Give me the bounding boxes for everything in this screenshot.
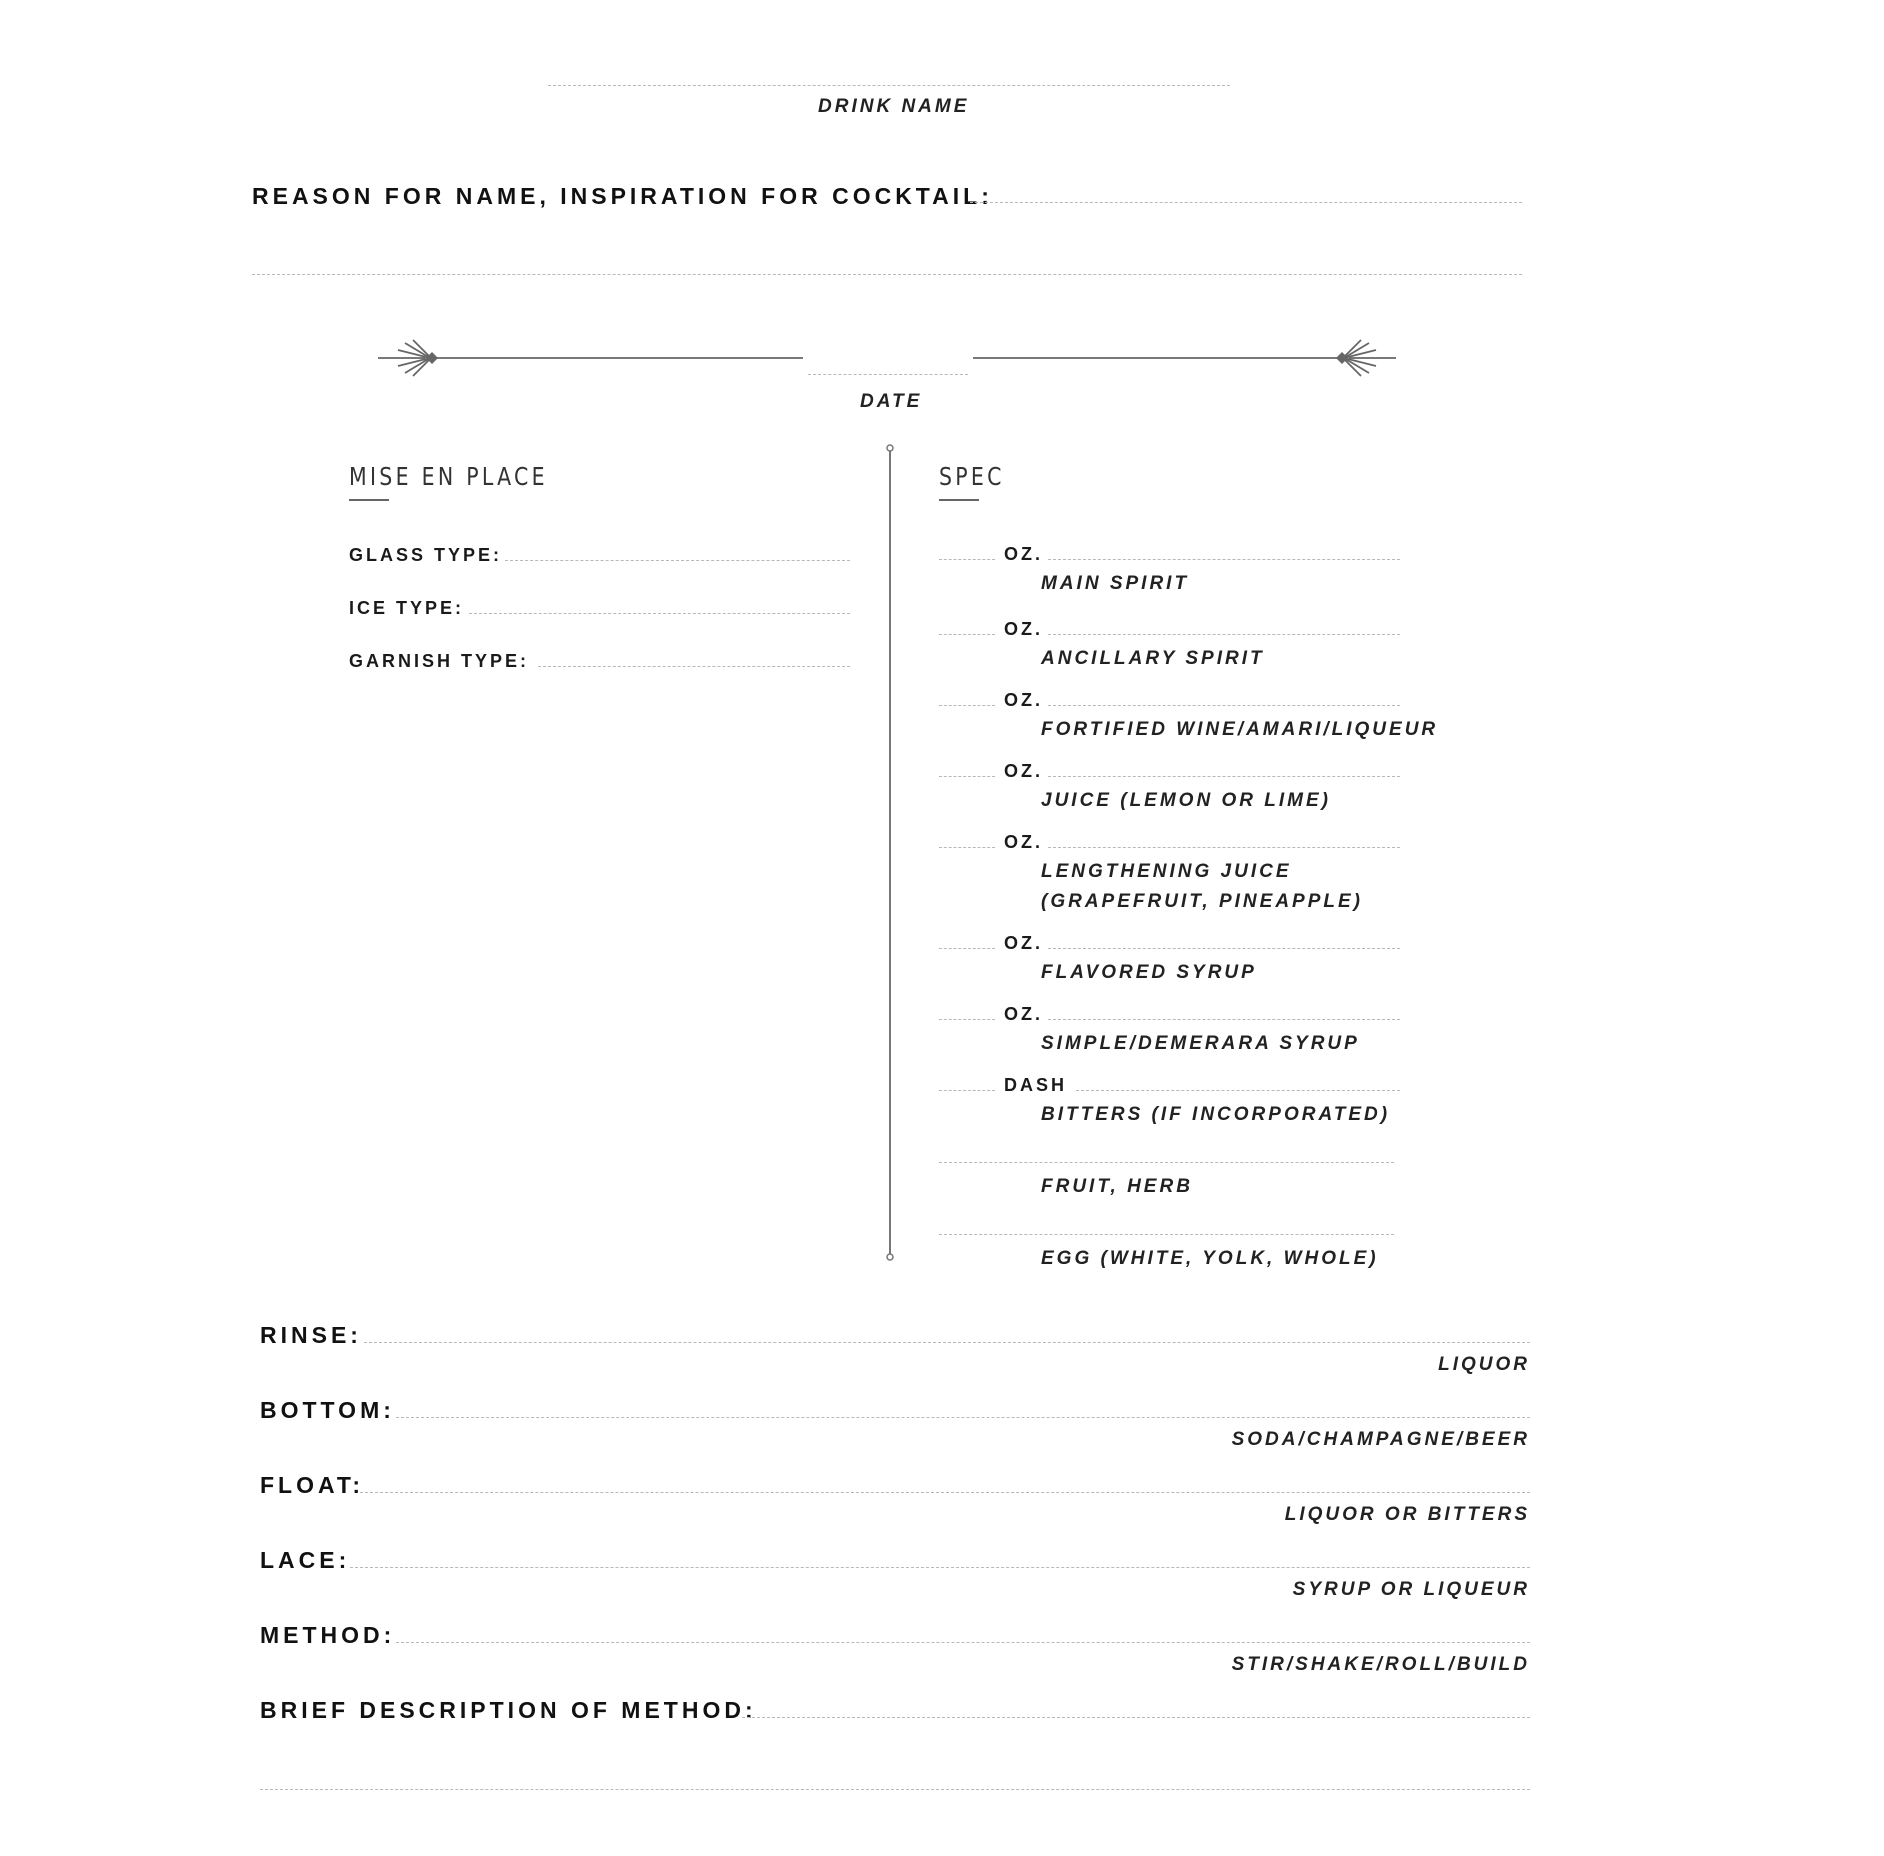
glass-type-line[interactable]	[505, 560, 850, 561]
spec-ingredient-line[interactable]	[939, 1162, 1394, 1163]
date-caption: DATE	[860, 391, 923, 412]
spec-ingredient-line[interactable]	[1048, 948, 1400, 949]
glass-type-label: GLASS TYPE:	[349, 545, 503, 565]
spec-unit-label: OZ.	[1004, 544, 1043, 564]
spec-unit-label: OZ.	[1004, 690, 1043, 710]
reason-label: REASON FOR NAME, INSPIRATION FOR COCKTAIL:	[252, 183, 993, 209]
spec-title-underline	[939, 499, 979, 501]
spec-ingredient-line[interactable]	[1076, 1090, 1400, 1091]
bottom-field-line[interactable]	[396, 1642, 1530, 1643]
bottom-field-label: BOTTOM:	[260, 1397, 395, 1423]
mise-title-underline	[349, 499, 389, 501]
spec-qty-line[interactable]	[939, 705, 995, 706]
spec-unit-label: OZ.	[1004, 619, 1043, 639]
method-description-line-2[interactable]	[260, 1789, 1530, 1790]
spec-caption: ANCILLARY SPIRIT	[1041, 648, 1265, 669]
bottom-field-line[interactable]	[396, 1417, 1530, 1418]
garnish-type-label: GARNISH TYPE:	[349, 651, 530, 671]
spec-unit-label: OZ.	[1004, 761, 1043, 781]
bottom-field-caption: SODA/CHAMPAGNE/BEER	[1231, 1429, 1530, 1450]
bottom-field-line[interactable]	[360, 1492, 1530, 1493]
bottom-field-label: RINSE:	[260, 1322, 362, 1348]
bottom-field-label: FLOAT:	[260, 1472, 365, 1498]
spec-qty-line[interactable]	[939, 559, 995, 560]
ice-type-label: ICE TYPE:	[349, 598, 465, 618]
spec-ingredient-line[interactable]	[1048, 776, 1400, 777]
spec-unit-label: OZ.	[1004, 933, 1043, 953]
spec-caption: LENGTHENING JUICE	[1041, 861, 1292, 882]
ice-type-line[interactable]	[469, 613, 850, 614]
bottom-field-caption: LIQUOR	[1438, 1354, 1530, 1375]
bottom-field-caption: STIR/SHAKE/ROLL/BUILD	[1231, 1654, 1530, 1675]
spec-qty-line[interactable]	[939, 776, 995, 777]
garnish-type-line[interactable]	[538, 666, 850, 667]
date-line[interactable]	[808, 374, 968, 375]
mise-en-place-title: MISE EN PLACE	[349, 462, 548, 491]
spec-qty-line[interactable]	[939, 1019, 995, 1020]
spec-caption-2: (GRAPEFRUIT, PINEAPPLE)	[1041, 891, 1363, 912]
spec-caption: BITTERS (IF INCORPORATED)	[1041, 1104, 1391, 1125]
bottom-field-label: LACE:	[260, 1547, 351, 1573]
spec-caption: EGG (WHITE, YOLK, WHOLE)	[1041, 1248, 1379, 1269]
bottom-field-label: BRIEF DESCRIPTION OF METHOD:	[260, 1697, 757, 1723]
spec-caption: FRUIT, HERB	[1041, 1176, 1193, 1197]
spec-caption: FLAVORED SYRUP	[1041, 962, 1257, 983]
spec-caption: SIMPLE/DEMERARA SYRUP	[1041, 1033, 1360, 1054]
bottom-field-caption: SYRUP OR LIQUEUR	[1292, 1579, 1530, 1600]
bottom-field-line[interactable]	[350, 1567, 1530, 1568]
spec-qty-line[interactable]	[939, 1090, 995, 1091]
bottom-field-line[interactable]	[364, 1342, 1530, 1343]
spec-unit-label: OZ.	[1004, 1004, 1043, 1024]
spec-unit-label: DASH	[1004, 1075, 1068, 1095]
spec-qty-line[interactable]	[939, 634, 995, 635]
spec-ingredient-line[interactable]	[939, 1234, 1394, 1235]
spec-qty-line[interactable]	[939, 948, 995, 949]
spec-caption: MAIN SPIRIT	[1041, 573, 1190, 594]
ornament-divider	[0, 0, 1884, 420]
column-divider	[880, 440, 900, 1266]
spec-ingredient-line[interactable]	[1048, 1019, 1400, 1020]
bottom-field-line[interactable]	[742, 1717, 1530, 1718]
bottom-field-label: METHOD:	[260, 1622, 396, 1648]
drink-name-caption: DRINK NAME	[818, 96, 970, 117]
spec-ingredient-line[interactable]	[1048, 634, 1400, 635]
spec-unit-label: OZ.	[1004, 832, 1043, 852]
spec-title: SPEC	[939, 462, 1005, 491]
spec-ingredient-line[interactable]	[1048, 705, 1400, 706]
spec-caption: JUICE (LEMON OR LIME)	[1041, 790, 1331, 811]
spec-qty-line[interactable]	[939, 847, 995, 848]
spec-ingredient-line[interactable]	[1048, 559, 1400, 560]
spec-ingredient-line[interactable]	[1048, 847, 1400, 848]
spec-caption: FORTIFIED WINE/AMARI/LIQUEUR	[1041, 719, 1439, 740]
bottom-field-caption: LIQUOR OR BITTERS	[1284, 1504, 1530, 1525]
